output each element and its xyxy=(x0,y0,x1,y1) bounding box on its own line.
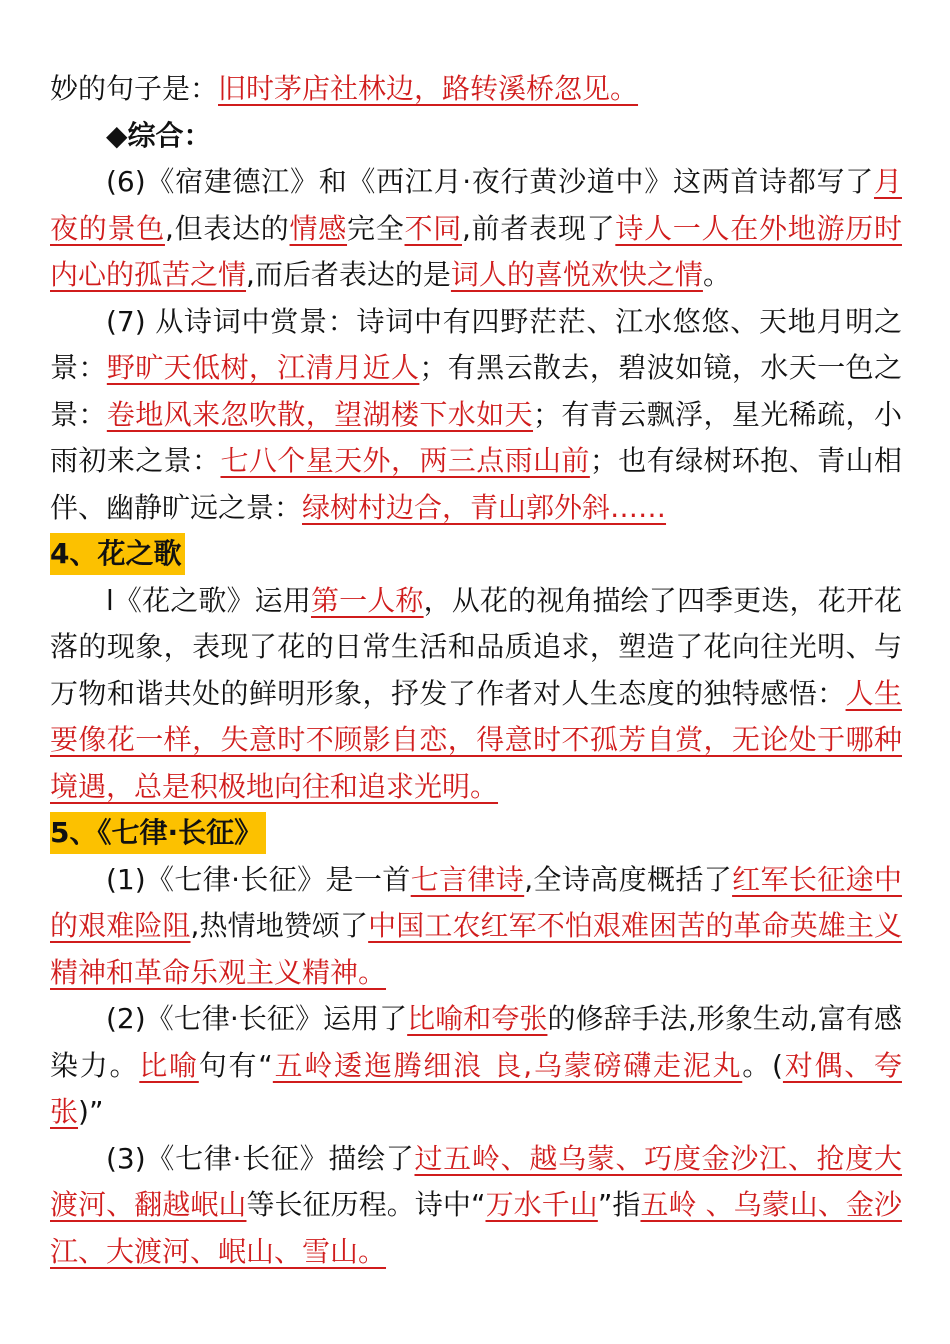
answer-line-top xyxy=(50,66,902,113)
answer-text: 比喻和夸张 xyxy=(407,1002,548,1035)
section-heading: 4、花之歌 xyxy=(50,533,185,575)
section-4-header xyxy=(50,531,902,578)
answer-text: 野旷天低树，江清月近人 xyxy=(106,351,420,384)
question-text: 句有“ xyxy=(198,1048,273,1082)
question-text: ,热情地赞颂了 xyxy=(190,909,369,942)
section-5-item-2 xyxy=(50,996,902,1136)
answer-text: 卷地风来忽吹散，望湖楼下水如天 xyxy=(106,397,534,431)
question-text: 。( xyxy=(742,1048,783,1082)
answer-text: 情感 xyxy=(289,211,348,245)
question-text: ，从花的视角描绘了四季更迭，花开花落的现象，表现了花的日常生活和品质追求，塑造了花向往光明、与万物和谐共处的鲜明形象，抒发了作者对人生态度的独特感悟： xyxy=(50,583,902,710)
answer-text: 绿树村边合，青山郭外斜…… xyxy=(302,490,667,524)
question-text: ,全诗高度概括了 xyxy=(524,862,733,896)
answer-text: 不同 xyxy=(404,211,462,245)
answer-text: 比喻 xyxy=(139,1048,199,1082)
question-text: (1)《七律·长征》是一首 xyxy=(106,862,411,896)
answer-text: 诗人一人在外地游历时内心的孤苦之情 xyxy=(50,211,902,291)
question-7 xyxy=(50,299,902,532)
answer-text: 五岭逶迤腾细浪 良,乌蒙磅礴走泥丸 xyxy=(272,1048,743,1082)
summary-title: ◆综合： xyxy=(106,118,212,152)
question-text: 的修辞手法,形象生动,富有感染力。 xyxy=(50,1002,902,1082)
document-page xyxy=(50,66,902,1275)
question-text: 等长征历程。诗中“ xyxy=(246,1188,486,1221)
question-text: 完全 xyxy=(347,211,405,245)
section-heading: 5、《七律·长征》 xyxy=(50,812,266,854)
question-text: ,前者表现了 xyxy=(462,211,616,245)
question-text: ；也有绿树环抱、青山相伴、幽静旷远之景： xyxy=(50,444,902,524)
answer-text: 万水千山 xyxy=(485,1188,598,1221)
answer-text: 七言律诗 xyxy=(410,862,525,896)
question-text: ,但表达的 xyxy=(164,211,290,245)
question-text: 。 xyxy=(702,258,731,291)
answer-text: 词人的喜悦欢快之情 xyxy=(450,258,703,291)
answer-text: 人生要像花一样，失意时不顾影自恋，得意时不孤芳自赏，无论处于哪种境遇，总是积极地向往和追求光明。 xyxy=(50,676,902,803)
answer-text: 中国工农红军不怕艰难困苦的革命英雄主义精神和革命乐观主义精神。 xyxy=(50,909,902,989)
answer-text: 五岭 、乌蒙山、金沙江、大渡河、岷山、雪山。 xyxy=(50,1188,902,1268)
answer-text: 月夜的景色 xyxy=(50,165,902,245)
answer-text: 第一人称 xyxy=(310,583,424,617)
question-text: (3)《七律·长征》描绘了 xyxy=(106,1141,415,1175)
question-text: l《花之歌》运用 xyxy=(106,583,311,617)
question-text: )” xyxy=(78,1095,104,1128)
section-5-item-3 xyxy=(50,1136,902,1276)
section-4-body xyxy=(50,578,902,811)
answer-text: 旧时茅店社林边，路转溪桥忽见。 xyxy=(218,72,639,105)
question-text: (7) 从诗词中赏景：诗词中有四野茫茫、江水悠悠、天地月明之景： xyxy=(50,304,902,384)
answer-text: 七八个星天外，两三点雨山前 xyxy=(220,444,590,477)
question-text: ,而后者表达的是 xyxy=(246,258,451,291)
section-5-header xyxy=(50,810,902,857)
question-text: (2)《七律·长征》运用了 xyxy=(106,1002,408,1035)
answer-text: 红军长征途中的艰难险阻 xyxy=(50,862,902,942)
answer-text: 对偶、夸张 xyxy=(50,1048,902,1128)
question-text: ”指 xyxy=(597,1188,641,1221)
question-6 xyxy=(50,159,902,299)
question-text: ；有青云飘浮，星光稀疏，小雨初来之景： xyxy=(50,397,902,477)
question-text: (6)《宿建德江》和《西江月·夜行黄沙道中》这两首诗都写了 xyxy=(106,165,874,198)
answer-text: 过五岭、越乌蒙、巧度金沙江、抢度大渡河、翻越岷山 xyxy=(50,1141,902,1221)
section-5-item-1 xyxy=(50,857,902,997)
question-text: 妙的句子是： xyxy=(50,72,219,105)
question-text: ；有黑云散去，碧波如镜，水天一色之景： xyxy=(50,351,902,431)
